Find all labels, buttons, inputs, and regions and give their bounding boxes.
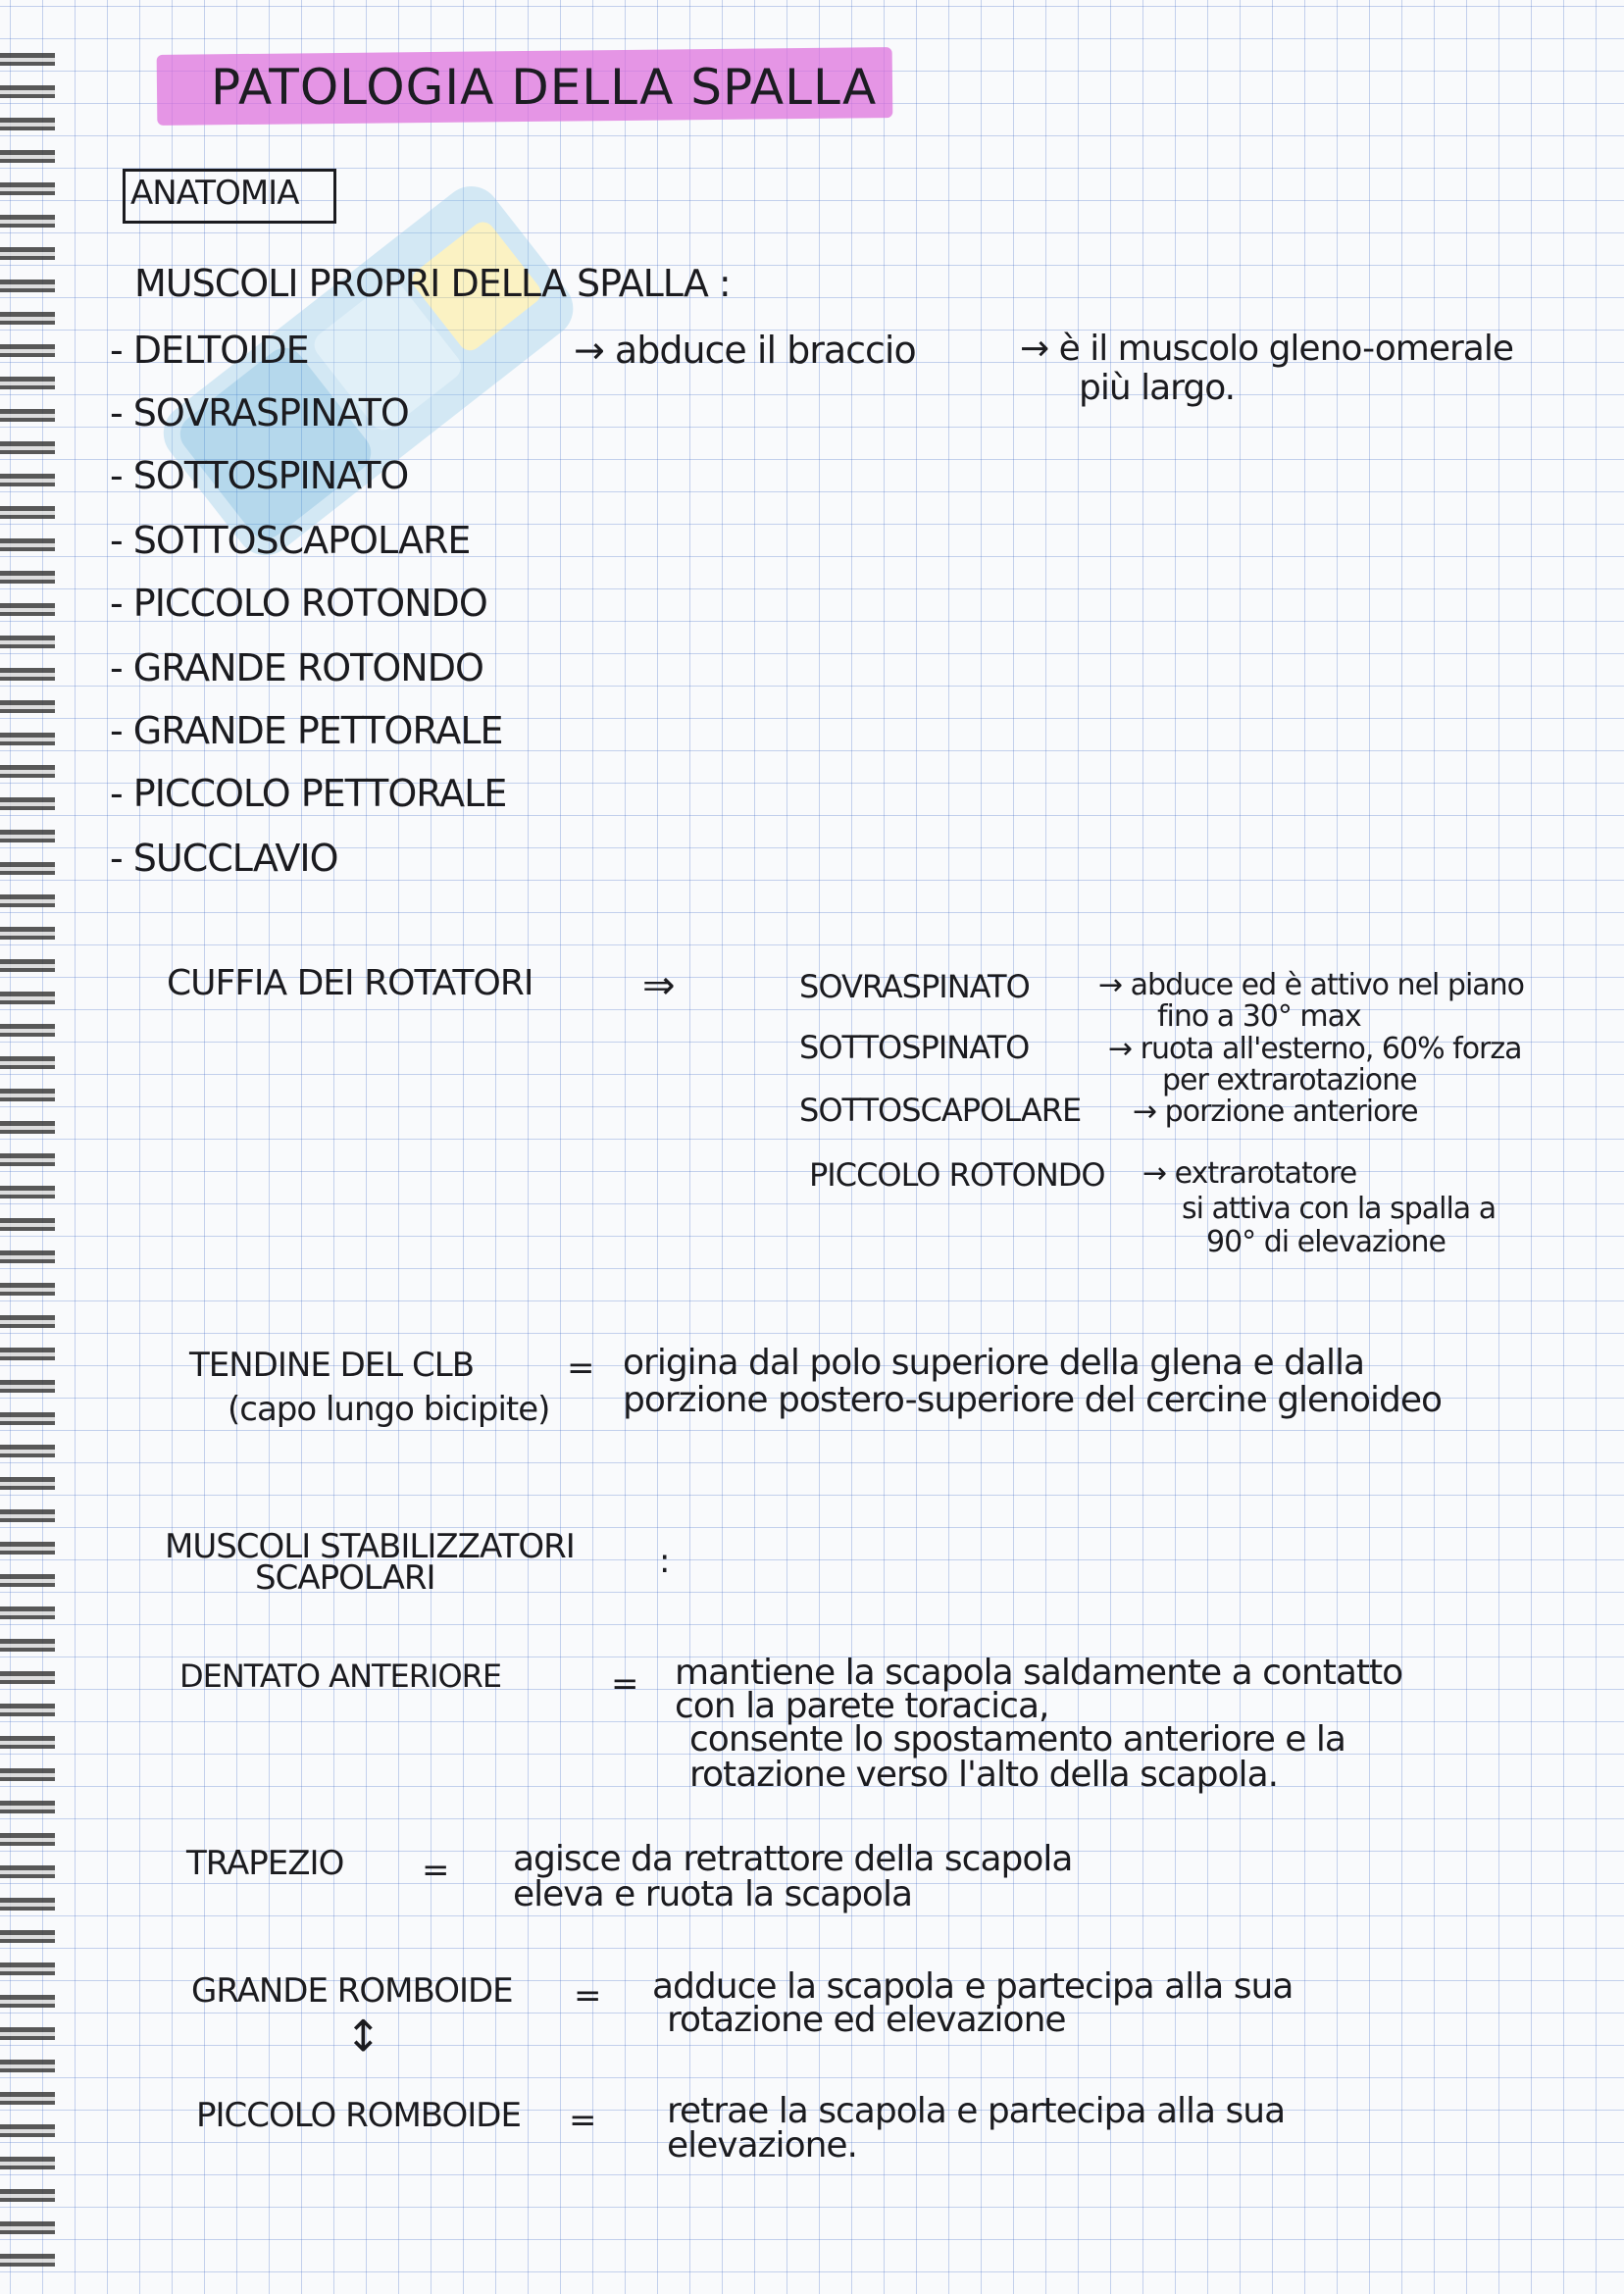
- dentato-desc: consente lo spostamento anteriore e la: [689, 1719, 1345, 1759]
- colon: :: [659, 1542, 670, 1581]
- piccolo-romboide-desc: elevazione.: [667, 2125, 857, 2166]
- cuffia-muscle: SOVRASPINATO: [799, 968, 1030, 1005]
- grande-romboide-desc: adduce la scapola e partecipa alla sua: [652, 1966, 1294, 2007]
- cuffia-desc: si attiva con la spalla a: [1182, 1192, 1497, 1226]
- muscle-item: - SOTTOSPINATO: [110, 454, 409, 497]
- cuffia-label: CUFFIA DEI ROTATORI: [167, 963, 533, 1003]
- muscle-item: - DELTOIDE: [110, 329, 309, 372]
- dentato-label: DENTATO ANTERIORE: [179, 1657, 502, 1695]
- tendine-desc: origina dal polo superiore della glena e dalla: [623, 1343, 1365, 1383]
- dentato-desc: rotazione verso l'alto della scapola.: [689, 1755, 1279, 1795]
- dentato-desc: con la parete toracica,: [675, 1686, 1049, 1726]
- piccolo-romboide-label: PICCOLO ROMBOIDE: [196, 2096, 521, 2135]
- implies-arrow: ⇒: [642, 963, 675, 1008]
- dentato-desc: mantiene la scapola saldamente a contatto: [675, 1653, 1403, 1693]
- muscle-item: - PICCOLO ROTONDO: [110, 582, 487, 625]
- cuffia-desc: → extrarotatore: [1142, 1156, 1357, 1191]
- muscle-item: - PICCOLO PETTORALE: [110, 772, 507, 815]
- equals-sign: =: [574, 1976, 601, 2015]
- grande-romboide-desc: rotazione ed elevazione: [667, 2000, 1066, 2040]
- trapezio-desc: eleva e ruota la scapola: [513, 1874, 913, 1914]
- section-title-anatomia: ANATOMIA: [130, 174, 299, 213]
- tendine-label: TENDINE DEL CLB: [189, 1346, 475, 1385]
- cuffia-desc: → porzione anteriore: [1133, 1095, 1418, 1129]
- stabilizzatori-label: MUSCOLI STABILIZZATORI: [165, 1527, 575, 1566]
- equals-sign: =: [567, 1349, 594, 1388]
- equals-sign: =: [569, 2101, 596, 2140]
- trapezio-label: TRAPEZIO: [186, 1844, 344, 1883]
- trapezio-desc: agisce da retrattore della scapola: [513, 1839, 1073, 1879]
- muscoli-header: MUSCOLI PROPRI DELLA SPALLA :: [134, 262, 731, 305]
- piccolo-romboide-desc: retrae la scapola e partecipa alla sua: [667, 2091, 1286, 2131]
- deltoide-note: → è il muscolo gleno-omerale: [1020, 329, 1513, 369]
- equals-sign: =: [422, 1851, 449, 1890]
- up-down-arrow-icon: ↕: [345, 2012, 381, 2062]
- muscle-item: - SOVRASPINATO: [110, 391, 409, 434]
- cuffia-desc: → ruota all'esterno, 60% forza: [1108, 1032, 1522, 1066]
- page-title: PATOLOGIA DELLA SPALLA: [211, 59, 878, 116]
- cuffia-muscle: SOTTOSPINATO: [799, 1029, 1030, 1066]
- cuffia-muscle: PICCOLO ROTONDO: [809, 1156, 1105, 1194]
- grande-romboide-label: GRANDE ROMBOIDE: [191, 1971, 513, 2011]
- cuffia-desc: 90° di elevazione: [1206, 1225, 1446, 1259]
- muscle-item: - SOTTOSCAPOLARE: [110, 519, 471, 562]
- cuffia-muscle: SOTTOSCAPOLARE: [799, 1092, 1082, 1129]
- spiral-binding: [0, 39, 55, 2275]
- cuffia-desc: fino a 30° max: [1157, 999, 1361, 1034]
- tendine-desc: porzione postero-superiore del cercine glenoideo: [623, 1380, 1443, 1420]
- cuffia-desc: → abduce ed è attivo nel piano: [1098, 968, 1525, 1002]
- deltoide-note: → abduce il braccio: [574, 329, 916, 372]
- muscle-item: - GRANDE PETTORALE: [110, 709, 503, 752]
- stabilizzatori-label: SCAPOLARI: [255, 1558, 435, 1598]
- muscle-item: - SUCCLAVIO: [110, 837, 338, 880]
- equals-sign: =: [611, 1664, 638, 1704]
- tendine-label: (capo lungo bicipite): [228, 1390, 550, 1429]
- deltoide-note: più largo.: [1079, 368, 1236, 408]
- cuffia-desc: per extrarotazione: [1162, 1063, 1417, 1097]
- muscle-item: - GRANDE ROTONDO: [110, 646, 483, 689]
